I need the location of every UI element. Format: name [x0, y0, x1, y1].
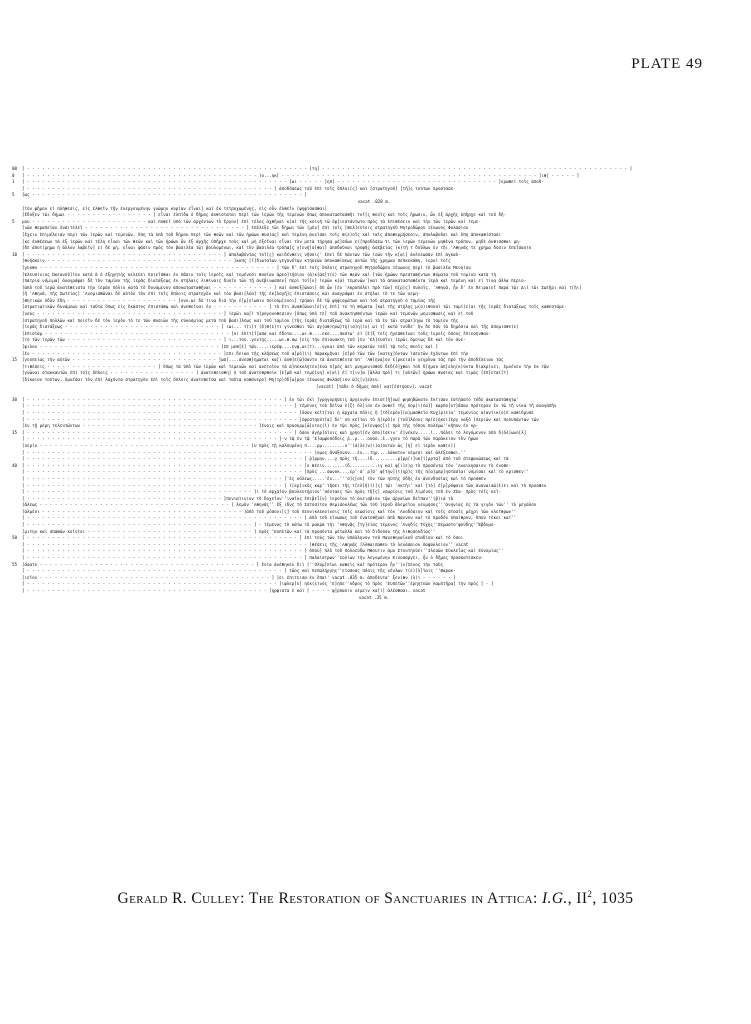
- line-text: [Ελευσίνιος Ὠκεανοῦ]ἰον κατὰ ἃ ὁ ἐξηγητὴς κελεύει ποιεῖσθαι ἐν πᾶσιν τοῖς ἱεροῖς καὶ τεμένεσι θυσίαν ἀρεσ]τήσιον (ἀ)κ[άσ]τ(ε) τῶν θεῶν καὶ [τῶν ἡρώων πρεσταθέντων θύματα τοῦ τομίου κατὰ τὴ: [22, 271, 496, 277]
- inscription-line: [14, 417, 726, 424]
- line-number: 00: [12, 166, 18, 171]
- line-text: [ - - - - - - - - - - - - - - - - - - - - - - - - - - - - - - - - - - - - - - - - - - - - - - - - - - - - - - - ] ἀπὸ τοῦ εἴνωσας τοῦ ἐνατεθῆναι ἀπὸ Νάννου καὶ τὸ προδόν ὑπαίθρον, ὅπου τέκοι καί'': [22, 515, 517, 521]
- line-text: [γνῶναι στακκαυτῶν ἐπὶ τοῖς ὅπλοις - - - - - - - - - - - - - - - - - ] ἀνατεθεισθη] ὁ τοῦ ἀνατεθρθοίκ [ἐ]ρᾶ καὶ τεμέ[νη] κ[αὶ] ἐϊ τ[ιν]α [ἄλλα πρὸ] τι [αὐτῶν] ἠρώων θυσίας καὶ τιμάς [ἐπ]εταί[τ]: [22, 370, 509, 376]
- caption-author: Gerald R. Culley:: [117, 890, 245, 908]
- line-number: 35: [12, 429, 18, 435]
- inscription-line: [14, 450, 726, 457]
- inscription-line: [14, 298, 726, 305]
- inscription-line: [14, 192, 726, 199]
- line-text: [ - - - - - - - - - - - - - - - - - - - - - - - - - - - - - - - - - - - - - - - - - - - - - - - - - - - - ]ωι - - - - - ]ηπ[ - - - - - - - - - - - - - - - - - - - - - - - - - - - - - - - - ]ερωθεί τοῖς ἀποδ-: [22, 179, 544, 185]
- inscription-line: [14, 384, 726, 391]
- inscription-line: [14, 562, 726, 569]
- line-text: [δίκαιον τούτων, ὅμνέσαι τὸν ἐπὶ λαχόντα στρατηγὸν ἐπὶ τοῖς ὅπλοις ἀνατεθεῖσα καὶ ταῦτα κοθάνερο] Μη(τρ)όδ[ω]ρον Ξένωνος Φυλάσ[ιον ὥ]ς[ν]ελεν.: [22, 377, 380, 382]
- inscription-line: [14, 258, 726, 265]
- line-text: [ - - - - - - - - - - - - - - - - - - - - - - - - - - - - - - - - - - - - - - - - - - - - - - - - - - - - - - ] ἐπὶ τοὺς τῶν τὸν ὑπάλληνον τοῦ Πανεθηναϊκοῦ σταδίου καὶ τὸ ὅσοι: [22, 535, 464, 541]
- line-text: [vacat] [τάδε ὁ δῆμος ἀπὸ] κατ[έστησεν]. vacat: [316, 383, 432, 389]
- inscription-line: [14, 555, 726, 562]
- line-text: [ - - - - - - - - - - - - - - - - - - - - - - - - - - - - - - - - - - - - - - - - - - - - - ]ι τὸ ἀρχαῖον βουλευτήριον''σόνταες τῶι πρὸς τῆ[ς] νεωρίοις τοῦ λιμένος τοῦ ἐν Ζέα· πρὸς τοῖς κεῖ-: [22, 489, 502, 495]
- inscription-line: [14, 542, 726, 549]
- line-text: [νερὶν - - - - - - - - - - - - - - - - - - - - - - - - - - - - - - - - - - - - - - - - - - ]υ πρὸς τῇ καλουμένη π....ρμ.........ν''(ἀ)λε)ν(ι)α)ονταν ὡς [ἡ] εἰ ἱερὸν καθ(ε)]: [22, 442, 456, 448]
- line-text: vacat .028 m.: [357, 198, 391, 204]
- line-text: [τὸν φῆμον εἰ πλήθεσις, εἰς ἐλθεῖν τῆν ἐνεργουμένην γνώμην κυρίαν εἶναι] καὶ ἐκ τετρυχωμένης, εἰς οὖν ἐλθεῖν [ψηφίσασθαι]: [22, 205, 328, 211]
- inscription-line: [14, 357, 726, 364]
- inscription-line: [14, 397, 726, 404]
- caption-volume-sup: 2: [587, 889, 593, 899]
- inscription-line: [14, 403, 726, 410]
- line-text: [ἐπιστάμ - - - - - - - - - - - - - - - - - - - - - - - - - - - - - - - - - - - - - ]οι ἐπίτ[ῖ]ασα καὶ ἔδοτα....ωι.θ....εκο....παστω' εἰ [ἐ]ξ τοῖς ἡγεσθεῖναι τοῦς ἱεροῖς ὅσους ἐπιεσηνθαν-: [22, 330, 491, 336]
- line-number: 5: [12, 192, 15, 198]
- inscription-line: [14, 331, 726, 338]
- line-text: [ - - - - - - - - - - - - - - - - - - - - - - - - - - - - - - - - - - - - - - - ] ἀπολαβόντας τοῖ[ς] καιδένθεις νῆσοις' ἐπεὶ δὲ πάντων τῶν ἱεῶν τῆν κ[αὶ] ἀνένεωσαν ἐπὶ ἀγκαὸ-: [22, 251, 461, 257]
- line-text: [ - - - - - - - - - - - - - - - - - - - - - - - - - - - - - - - - - - - - - - - - - - - - - - - - - - - - - - - ]ο θέειν........ἰδ...........ιγ καὶ φ[ι]ε)ρ τὸ προσόντα τὸν 'Αναικησαιον τὸ ἐνοθε-: [22, 462, 512, 468]
- line-text: μου - - - - - - - - - - - - - - - - - - - - - - - καὶ ποθεῖ ὑπὸ τῶν ἀρχόντων τὸ ἔργον] ἐπὶ τέλος ἀχθῆναι κ[αὶ τῆς κοινῆ τῶ ἐφ[ιεστάντωτο πρὸς τὰ ἐπιθέσειν καὶ τὴν τῶν ἱερῶν καὶ τεμε-: [22, 218, 481, 224]
- line-text: [τὸ τῶν ἱερῶν τῶν - - - - - - - - - - - - - - - - - - - - - - - - - - - - - - - ] ι...του..γεντης.....ωι.θ.σω [εἰς τὴν ἐπιανακτη τοῦ [ἐν 'Ελ]ευσῖνι ἱερῶι ὅμοίως δὲ καὶ τὸν ἀνε-: [22, 337, 466, 343]
- inscription-line: [14, 304, 726, 311]
- inscription-line: [14, 225, 726, 232]
- line-text: [γυνθν - - - - - - - - - - - - - - - - - - - - - - - - - - - - - - - - - - - - - - - - - - - - - - - ] τῷν δ' ἐπὶ τοῖς ὅπλοις στρατηγοῦ Μητροδώρου Ξένωνος περὶ τὸ βασιλέα Μενηίου: [22, 264, 471, 270]
- line-number: 10: [12, 251, 18, 257]
- line-text: [ - - - - - - - - - - - - - - - - - - - - - - - - - - - - - - - - - - - - - - - - - - - - - - - - - - - - - ] ὅσον ἀγήρ]οῖοις καὶ χρηοῖ[ἐν ἀπο]ῖσειν' ἐ]νεκεν.....ὶ...πόλει τὸ λεγόμενον ὑπὸ δ(όλ)ωνο[λ]: [22, 429, 527, 435]
- inscription-line: [14, 588, 726, 595]
- inscription-line: [14, 581, 726, 588]
- inscription-line: [14, 278, 726, 285]
- line-text: [ - - - - - - - - - - - - - - - - - - - - - - - - - - - - - - - - - - - - - - - - - - - - - - - - - - - ] τῶος καὶ πεπαλήργης''εἰσσοσς πόσις τῆς νένλων τ(ε)[λ]ἴαις ''Βαρακ-: [22, 568, 456, 574]
- inscription-line: [14, 463, 726, 470]
- inscription-line: [14, 265, 726, 272]
- line-text: [ - - - - - - - - - - - - - - - - - - - - - - - - - - - - - - - - - - - - - - - - - - - - - - ]ο...ηκ[ - - - - - - - - - - - - - - - - - - - - - - - - - - - - - - - - - - - - - - - - - - - - - - - - - - - ]ιθ[ - - - - - ]: [22, 172, 580, 178]
- inscription-line: [14, 212, 726, 219]
- inscription-line: [14, 529, 726, 536]
- inscription-line: [14, 515, 726, 522]
- inscription-line: [14, 199, 726, 206]
- line-text: [ - - - - - - - - - - - - - - - - - - - - - - - - - - - - - - - - - - - - - - - - - - - - - - - - - - - - - - - - - ]ομος ἄνάξονον...ἐν...τηρ....λάκατον νέμεσι καὶ ἀλέξεσθαι.'': [22, 449, 466, 455]
- line-text: [ - - - - - - - - - - - - - - - - - - - - - - - - - - - - - - - - - - - - - - - - - - - - - - - - - - ]ιφλερ[υ] ηἐκ(ε)νος 'Ε]ηπε''κδρος τὸ πρὸς 'Ευπετῶν''ἐρηητεῶν λαμπτῆρα] τὴν πρὸς [ - ]: [22, 581, 494, 587]
- inscription-line: [14, 173, 726, 180]
- line-number: 15: [12, 357, 18, 363]
- line-number: 50: [12, 535, 18, 541]
- line-text: [ψιλον - - - - - - - - - - - - - - - - - - - - - - - - - - - - - - - - - - - - ]ΙΕ μεθ[ὲ] τῷν.....ιερέφ....ενφ.ωι(τ)...νγκαι ἀπὸ τῶν κερατῶν τοῦ] τῷ τοῖς θεοῖς καὶ ]: [22, 344, 438, 350]
- line-text: [γεοπείας τὴν αὐτῶν - - - - - - - - - - - - - - - - - - - - - - - - - - - - - ]ωσ[....ἀνεσθ]ημαται κα[ὶ ἀνθ]ε[ῶ]σαντο τὰ ἀνατεθέντα ὑπ' 'Αθ[ηνα]ον ἐ[ρκεια]ν γεγρὸνα τὰς πρὸ τὴν ἀποδέλειαν τὰς: [22, 357, 504, 363]
- inscription-line: [14, 535, 726, 542]
- line-text: [ἔδοξεν τῶι δήμωι - - - - - - - - - - - - - - - - - ] εἶναι ἐλπίδα ὁ δῆμος ἀνθίσταται περὶ τῶν ἱερῶν τῆς τεμενῶν ὅπως ἀποκαταστασθῆι τοῖ[ς θεοῖς καὶ τοῖς ἥρωσιν, ὧν ἐξ ἀρχῆς ὑπῆρχε καὶ τοῦ δῆ-: [22, 212, 507, 218]
- line-number: 55: [12, 561, 18, 567]
- caption-volume: II: [576, 890, 588, 908]
- inscription-line: [14, 548, 726, 555]
- line-text: [ - - - - - - - - - - - - - - - - - - - - - - - - - - - - - - - - - - - - - - - - - - - - - - - - - - - - - - - - ]τη[ - - - - - - - - - - - - - - - - - - - - - - - - - - - - - - - - - - - - - - - - - - - - - - - - - - - - - - - - - - - - - ]: [22, 166, 633, 171]
- inscription-line: [14, 344, 726, 351]
- inscription-line: [14, 351, 726, 358]
- line-number: 30: [12, 396, 18, 402]
- inscription-line: [14, 423, 726, 430]
- line-text: [νους - - - - - - - - - - - - - - - - - - - - - - - - - - - - - - - - - - - - - ] ἱερῶι κα[ὶ π]ρογονοθεσιον [ὅπως ὑπὸ τε] τοῦ ἀνακτησθέντων ἱερῶν καὶ τεμενῶν μεμισθωσις καὶ εἰ τοῦ: [22, 311, 474, 317]
- line-number: 0: [12, 172, 15, 178]
- line-text: [ - - - - - - - - - - - - - - - - - - - - - - - - - - - - - - - - - - - - - - - - - - - - - - - - ]ηρφιστα ἐ καὶ [ - - - - φ]ρπαοιν νέμειν κα[ὶ] ἀλέσθσαι. vacat: [22, 588, 426, 593]
- line-text: [ἐν τῇ μέρη τελευτῶντων - - - - - - - - - - - - - - - - - - - - - - - - - - - - - - - - - - - ]ένοις καὶ προσορμ[ῶ]ντος(ὶ) ἐν τῷι πρὸς ]κίενφος[ι] πρὸ τῆς τόπου πολέμω''κῆπον ἐν κρ-: [22, 423, 479, 429]
- line-text: [τιθέσεις - - - - - - - - - - - - - - - - - - - - - - ] ὅπως τὰ ὑπὸ τῶν ἱερῶν καὶ τεμενῶν καὶ ανετοῖον τὰ ἀ]πεκκλητευ[ένα π]ρὸς ἀεὶ μνημονισθοῦ δεδ[ό]χθαι τοῦ δ[ήμου ἀπ]ελη(κ)ύντα διακρίνει, ἐμνένεν τὴν ἐκ τῷν: [22, 363, 549, 369]
- caption-number: , 1035: [592, 890, 634, 908]
- inscription-line: [14, 575, 726, 582]
- inscription-transcription: [14, 166, 726, 601]
- line-text: [ἱερᾶς διατάξεως - - - - - - - - - - - - - - - - - - - - - - - - - - - - - - - ] ιωι... τ(ι)τ (ὅ)θ(ε)τι γίνεσθαι τῶι ἀγ(αθ)ηνω]τη(ισ)η(ιν) ωί τ] κατὰ τούδε' ἢν δε ὅσν τὰ δημόσια καὶ τῆς ἀπομισθε(ε): [22, 324, 519, 330]
- inscription-line: [14, 476, 726, 483]
- line-text: [ιεῖον - - - - - - - - - - - - - - - - - - - - - - - - - - - - - - - - - - - - - - - - - - - - - - ] ]ει ἐπιτεισα ἐν ὅπαι' vacat .035 m. ἀποδέντα' ξενιθν (λ)ἰ - - - - - - ]: [22, 574, 456, 580]
- line-text: [ - - - - - - - - - - - - - - - - - - - - - - - - - - - - - - - - - - - - - - - - - - - - - - - - - - - - - - - ] παλαίστρων''Ιολίων τὴν λεγομένην Κινοσάργει, ἦν ὁ δῆμος προσκατεσκευ-: [22, 555, 484, 561]
- inscription-line: [14, 456, 726, 463]
- line-text: vacat .35 m.: [358, 594, 390, 600]
- line-text: [ἀλμένι - - - - - - - - - - - - - - - - - - - - - - - - - - - - - - - - - - - - - - - - ]ἀπὸ τοῦ μόσονι[ς] τοῦ πεονικλεκοίνοις τοῖς νεωσίοις καὶ τὸν 'Ανοδόσιον καὶ τοῖς στοαῖς μέχρι τῶν κλεῖθρων'': [22, 508, 517, 514]
- inscription-line: [14, 469, 726, 476]
- line-text: [ - - - - - - - - - - - - - - - - - - - - - - - - - - - - - - - - - - - - - - - - - - - - - - - - - - - - - - - ] ῥ]ρμην....γ πρὸς τῆ....ἰδ..........ρ]ρρ[ι]υκ[ί]ρρτα] ἀπὸ τοῦ στεφανώσεως καὶ τὰ: [22, 456, 509, 462]
- line-number: 1: [12, 179, 15, 185]
- line-text: [μιτην καὶ σπαθῶν κοῖντοι - - - - - - - - - - - - - - - - - - - - - - - - - - - - - - - - - ] πρὸς 'Ευπετῶν καὶ τὰ προσόντα μέταλλα καὶ τὸ διδούσν τῆς λιθοσουδίας'': [22, 528, 436, 534]
- inscription-line: [14, 502, 726, 509]
- inscription-line: [14, 436, 726, 443]
- line-text: [ - - - - - - - - - - - - - - - - - - - - - - - - - - - - - - - - - - - - - - - - - - - - - - - - - - - - - - ]όσον κεῖτ]ται ἡ ἀρχαία πόλις ἢ [τὸ[ερὸν](α)μασθεῖο Κυχ(ρ)εία' τεμενίος αἰαντικ(ο)ὲ καθιδρυσε: [22, 409, 534, 415]
- line-text: [ως - - - - - - - - - - - - - - - - - - - - - - - - - - - - - - - - - - - - - - - - - - - - - - - - - - - - - - ]: [22, 192, 307, 198]
- inscription-line: [14, 430, 726, 437]
- line-text: [ - - - - - - - - - - - - - - - - - - - - - - - - - - - - - - - - - - - - - - - - - - - - - - - - - ] ἀποδόσεως τοῦ ἐπὶ τοῖς ὅπλοι[ς] καὶ [στρατηγοῦ] [τῆ]ς τούτων προστάσε-: [22, 185, 456, 191]
- inscription-line: [14, 245, 726, 252]
- line-text: [ἄσατο - - - - - - - - - - - - - - - - - - - - - - - - - - - - - - - - - - - - - - - - - - - ] ἔντα ἀνέθηκεν διὶ [''Ολυμ]πίωι καθεὶς καὶ πρότερον ἦν''(ν)Ἰενος τὴν ταῦς: [22, 561, 444, 567]
- line-text: [ἄλεως - - - - - - - - - - - - - - - - - - - - - - - - - - - - - - - - - - - - - - ] λεμὸν 'Αθηνᾶς'' ἕξ ιδνς τὸ Ιστοσίτου Θεμισοκλέως τῶν τοῦ ἱεροῦ ἄλεμεῖον νενμήσος'''ἀνηνίας ἐς τὰ γιγὸν τῶν'' τὸ μεγάλου: [22, 502, 537, 508]
- caption-title: The Restoration of Sanctuaries in Attica:: [248, 890, 538, 908]
- inscription-line: [14, 509, 726, 516]
- inscription-line: [14, 337, 726, 344]
- line-text: [ - - - - - - - - - - - - - - - - - - - - - - - - - - - - - - - - - - - - - - - - - - - - - - - - - - - ] ἱ[ερ]ικὸς καρ' τῆσει τῆς τ[ελ]ῆ(ί)[ς] τῷι 'Ακτῆι''καὶ [τὸ] ἐ[ρ]ρόφαιο τῶν ἀναναισώ(ὲ)ει καὶ τὸ προσθεν: [22, 482, 547, 488]
- line-text: [δὲ ἀποτίμημα ἢ ἄλλον λαβεῖν] εἰ δὲ μὴ, εἶναι φάσιν πρὸς τὸν βασιλέα τῶι βουλομένωι, καὶ τὸν βασιλέα τρόπα]ς γ[ενή]σ[θαι] ἀποδοῦναι τροφῆς ἀσεβείας (κ)τῆ τ δοῦλων ἐν τῆι 'Αθηνᾶς τε χρήμα δοσιν ἐπεῖσαντο: [22, 245, 532, 251]
- line-text: [στρατιωτικῶν δυνάμεων καὶ ταῦτα ὅπως εἰς ἔκαστος ἐπιστάθῳ καὶ ἀνεθεῖναι ἐν - - - - - - - - - - - ] τὸ ἔτι ἀναθ[ῶναι]ε[ις ἐπὶ] τε τὴ θύματα [καὶ τῆς στήλης μ(ο)ιθουσὶ τῶι ταμί(ε)αι τῆς ἱερᾶς διατάξεως τοῖς καθεστάμε-: [22, 304, 567, 310]
- inscription-line: [14, 311, 726, 318]
- line-text: [νῶν θεραπείαν λυσιτελεῖ - - - - - - - - - - - - - - - - - - - - - - - - - - - - - - - - ] ἐπέλεξε τῶι δήμωι τῶν [μὲν] ἐπὶ τοῖς [θελ]εύτοις στρατηγοῦ Μητροδώρου Ξένωνος Φυλάσιον: [22, 225, 469, 231]
- inscription-line: [14, 206, 726, 213]
- line-text: [θνήσκειν - - - - - - - - - - - - - - - - - - - - - - - - - - - - - - - - - - - - - ]κκπς [ἴ]διωταῖων γεγονότων κτήσεων ἀποκαθίσεως αὐτῶν τῆς χρημαν πεπκεκάθη, ἰεροὶ τοῖς: [22, 258, 451, 264]
- inscription-line: [14, 324, 726, 331]
- inscription-line: [14, 522, 726, 529]
- line-text: [ - - - - - - - - - - - - - - - - - - - - - - - - - - - - - - - - - - - - - - - - - - - - - - - - - - - ]'ἐς κόλεως.....'ἐν...'''σ]ς[ου] τὸν τῶν ηὐτὴς ὁδῆς ἐν ἀνενδοσίας καὶ τὸ προσθεν: [22, 475, 486, 481]
- line-text: [στρατηγοῦ πολλῶν καὶ ποιεῖν δὲ τὸν ἱερὸν τὸ τε τῶν θυσιῶν τῆς εὐκοσμίας μετὰ τοῦ βασι]λέως καὶ τοῦ ταμίου [τῆς ἱερᾶς διατάξεως τὰ ἱερὰ καὶ τὰ ἐν τῶι στρατ]ηγω τὸ ταμίου τῆς: [22, 317, 459, 323]
- line-text: [ - - - - - - - - - - - - - - - - - - - - - - - - - - - - - - - - - - - - - - - - - - - - - - - - - - - - - - - ]πρὸς ...σωνοκ....ερ' σ' ρ]σ' φ[την](τ)ηρ]ς τῆς π[α]μπρ]ηστασίαι νομίσαι καὶ τὸ κρισθεν'': [22, 469, 529, 475]
- line-text: [ἔχειν ἐπιμέλειαν περὶ τῶν ἱερῶν καὶ τεμενῶν, ὅπη τὰ ὑπὸ τοῦ δήμου περὶ τῶν θεῶν καὶ τῶν ἡρώων θυσίας] καὶ τεμένη ἀνεῖσαι τοῖς θ(ε)οῖς καὶ ταῖς ἀποθερμήσεσιν, ἀπολαβοῦσι καὶ ὅπη ἀποκαθίστασι: [22, 231, 502, 237]
- inscription-line: [14, 272, 726, 279]
- inscription-line: [14, 443, 726, 450]
- inscription-line: [14, 239, 726, 246]
- inscription-line: [14, 219, 726, 226]
- plate-number: PLATE 49: [631, 56, 703, 72]
- line-text: [ - - - - - - - - - - - - - - - - - - - - - - - - - - - - - - - - - - - - - - - ]πενιατινιον τὸ δοχεῖον''ιναῖος ἐπιβεΐ[ν] ἱεροῖον τὸ ἀνεισβιον τῷν ἀργαίων δεῖπαν''(β)ιά τὸ: [22, 495, 454, 501]
- line-text: [ - - - - - - - - - - - - - - - - - - - - - - - - - - - - - - - - - - - - - - - - - - - - - - - - - - - - - - - - ]θέσεις τῆς 'Αθηνᾶς [Ἀλθαιπαθεν τὸ λενάσαιον ὁαφύκλειον'' vacat: [22, 541, 469, 547]
- line-number: 40: [12, 462, 18, 468]
- line-gap: [14, 390, 726, 397]
- line-text: [ - - - - - - - - - - - - - - - - - - - - - - - - - - - - - - - - - - - - - - - - - - - - - - - - - - - - - - - ] ὅπου] πλὸ τοῦ πολοεύδω Πθουτιν ἀμυ Στουτηνύει''Ιλεσῶν Εὐκλεΐας καὶ Εὐνομίας'': [22, 548, 504, 554]
- line-text: [ - - - - - - - - - - - - - - - - - - - - - - - - - - - - - - - - - - - - - - - - - - - - - - - - - - - - - ] τέμενος τοῦ δεῖνα ἐ(ζ) ὄλ]ιον ἐν ἀνθεῖ τῆς πομ(ι)έα]] καρπο[υτ]ᾶσαν πρότερον ἐν τῶ τῆ νίκα τῆ ἀναγάπῆν: [22, 403, 557, 409]
- line-text: [ - - - - - - - - - - - - - - - - - - - - - - - - - - - - - - - - - - - - - - - - - - - - - - - - - - - ] ἐν τῶι ἑκὶ ]γρηγορήσεις ἀργεννὸν ἐπιστ[ῆ]νω] φησηδώνατο ἔκτισαν ἐστήσατο τόδε ἀκαταστάθητω': [22, 396, 519, 402]
- inscription-line: [14, 483, 726, 490]
- inscription-line: [14, 370, 726, 377]
- line-text: [πάτρια νόμιμα] ἀναγράψαι δὲ τὸν ταμίαν τῆς ἱερᾶς διατάξεως ἐν στήλαις λιθίναις δυοῖν τῶν τῇ ἀνέβινωσσεν] περὶ τοῖ[ν] ἱερῶν κ[αὶ τεμενῶν [καὶ τὰ ἀποκατασταθέντα ἱερὰ καὶ τεμένη καὶ εἰ τινα ἄλλα περιο-: [22, 278, 527, 284]
- line-text: [ἢ 'Αθηνᾶ, τῆς Σωτείας] 'Ανομισθῶναι δὲ αὐτὸν τὸν ἐπὶ τοῖς ὅπλοις στρατηγὸν καὶ τὸν βασι[λέα] τῆς ἐκ[λογῆ]ς ἐπιστάσεις καὶ ἀναγράψαι ἐν στήλαι τὸ τε τῶν νεμη-: [22, 291, 421, 297]
- inscription-line: [14, 568, 726, 575]
- inscription-line: [14, 166, 726, 173]
- line-text: [θητικῶν ὁδὸν ἕδη - - - - - - - - - - - - - - - - - - - - - - ]ονν.ωι δὲ τινα διὰ τὴν ἐ[μ]είωσιν ποιούμ[ενοι] τρήσαι δὲ τῷ ψηφισμάτων καὶ τοῦ στρατηγοῦ ὁ ταμίας τῆς: [22, 297, 436, 303]
- line-text: [ - - - - - - - - - - - - - - - - - - - - - - - - - - - - - - - - - - - - - - - - - - - - - - - - - - ]-ν τῷ ἐν τῷ 'Ε]αμφοπόδοις ῥ..ρ....ουσο..ἐ..γγεν τὸ παρὰ τῶν παράκειον τὸν ἥρων: [22, 436, 479, 442]
- inscription-line: [14, 252, 726, 259]
- inscription-line: [14, 179, 726, 186]
- line-text: [κε ἐνθέσεων τὰ ἐξ ἱερῶν καὶ τέλη εἶναι τῶν θεῶν καὶ τῶν ἡρώων ὧν ἐξ ἀρχῆς ὑπῆρχε τοὺς καὶ μὴ ἐξεῖναι εἶναι τὸν μετὰ τήρησα μέ]σόων εἰ[προδόσεω τι τῶν ἱερῶν τεμενῶν μηθὲνα τρόπον, μηδὲ ἀνθισσθαι μη-: [22, 238, 522, 244]
- line-text: [ - - - - - - - - - - - - - - - - - - - - - - - - - - - - - - - - - - - - - - - - - - - - - ] - τέμενος τὸ κάτω τὸ μακρὰ τῆι 'Αθηνᾶς [Ὑγ]είας τέμενος 'Ανηδίς Τύχης''Θεμαστο'φούδης''Ἑβδυμο-: [22, 522, 496, 528]
- inscription-line: [14, 496, 726, 503]
- line-text: [ - - - - - - - - - - - - - - - - - - - - - - - - - - - - - - - - - - - - - - - - - - - - - - - - - - - - - - ]ἐφεστηκύτ[α] δε' οὐ κεῖται τὸ ἡ[ερὸ]ν [τοῦ]λέους πρ(ὲ)ήκει]ἐργ ναξὸ ]περιῶν καὶ πολυπάντων τῶν: [22, 416, 539, 422]
- line-text: [ἀπὸ τοῦ ἱερῶ ἀνατέθειστα τὴν ἱερὰν πόλιν κατὰ τὸ δυνάμενον ἀποκατασταθῆναι - - - - - - - - - - - - ] καὶ ἀνθεξ[ῶναι] ὅπ ὧν [ἐν 'Ακροπόλει πρὸ τῶν] π[ρ]ς] πυλοῖς. 'Αθηνᾶ, ἦν δ' ἐν Πειραιεῖ παρὰ τῶι Διὶ τῶι Σωτῆρι καὶ τ[ῆι]: [22, 284, 582, 290]
- inscription-line: [14, 186, 726, 193]
- inscription-line: [14, 285, 726, 292]
- inscription-line: [14, 410, 726, 417]
- figure-caption: Gerald R. Culley: The Restoration of Sanctuaries in Attica: I.G., $II^2$, 1035: [117, 889, 634, 908]
- line-number: 5: [12, 218, 15, 224]
- caption-ig: I.G.: [542, 890, 568, 908]
- inscription-line: [14, 377, 726, 384]
- inscription-line: [14, 318, 726, 325]
- inscription-line: [14, 232, 726, 239]
- line-text: [ἐν - - - - - - - - - - - - - - - - - - - - - - - - - - - - - - - - - - - - - - ]επι δεικα τῆς κλῆσεως τοῦ α[ρὸ](ι) παρακμῆναι [ἐ]ρὸ τῶν τῶν [κατεχ]όντων ἴσευτῶν ἐχόντων ἐπὶ τὴν: [22, 350, 469, 356]
- inscription-line: [14, 364, 726, 371]
- inscription-line: [14, 489, 726, 496]
- inscription-line: [14, 595, 726, 602]
- inscription-line: [14, 291, 726, 298]
